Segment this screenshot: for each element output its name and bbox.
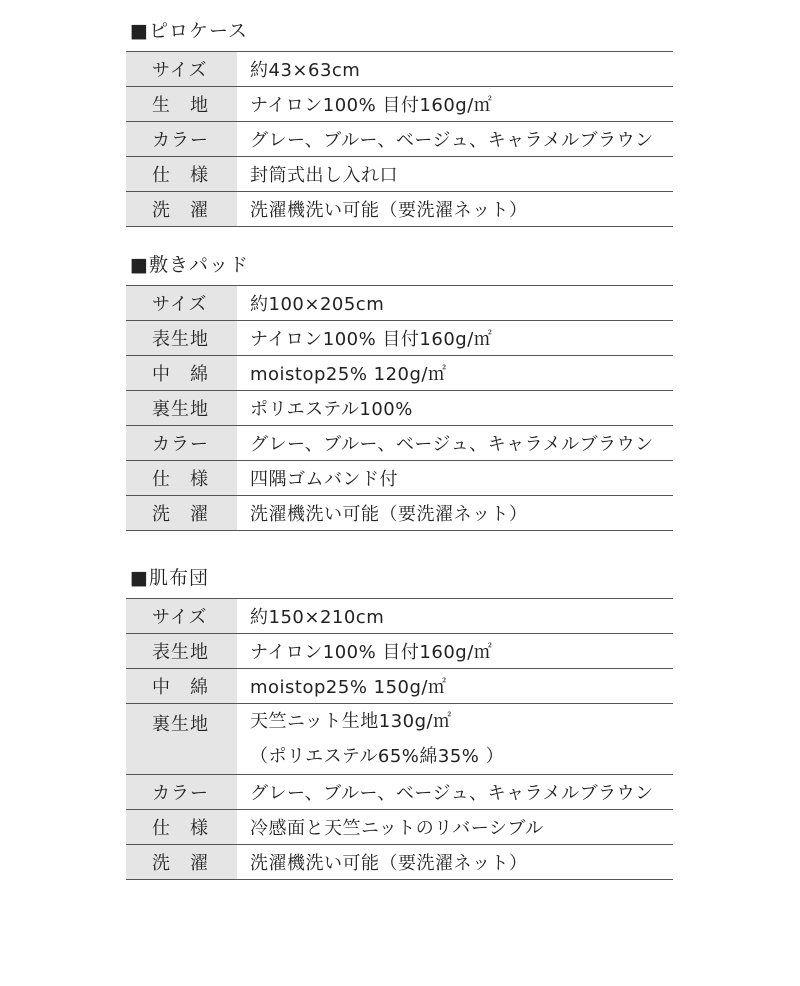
row-value: 洗濯機洗い可能（要洗濯ネット） [237, 845, 673, 880]
row-label: 表生地 [126, 634, 237, 669]
table-row [126, 669, 673, 704]
row-label: 表生地 [126, 321, 237, 356]
row-value: ナイロン100% 目付160g/㎡ [237, 634, 673, 669]
table-row [126, 122, 673, 157]
row-label: カラー [126, 775, 237, 810]
row-value: 洗濯機洗い可能（要洗濯ネット） [237, 192, 673, 227]
table-row [126, 87, 673, 122]
row-label: 生 地 [126, 87, 237, 122]
table-row [126, 391, 673, 426]
row-label: 裏生地 [126, 391, 237, 426]
row-label: サイズ [126, 286, 237, 321]
spec-table [126, 51, 673, 227]
spec-table [126, 285, 673, 531]
row-label: カラー [126, 426, 237, 461]
row-value [237, 704, 673, 775]
row-value: 冷感面と天竺ニットのリバーシブル [237, 810, 673, 845]
row-value: グレー、ブルー、ベージュ、キャラメルブラウン [237, 122, 673, 157]
row-value: 約100×205cm [237, 286, 673, 321]
table-row [126, 157, 673, 192]
row-value-line1: 天竺ニット生地130g/㎡ [250, 711, 452, 732]
table-row [126, 192, 673, 227]
table-row [126, 704, 673, 775]
row-label: 洗 濯 [126, 845, 237, 880]
row-label: カラー [126, 122, 237, 157]
row-value: 約150×210cm [237, 599, 673, 634]
table-row [126, 775, 673, 810]
row-value: 洗濯機洗い可能（要洗濯ネット） [237, 496, 673, 531]
table-row [126, 356, 673, 391]
row-value: グレー、ブルー、ベージュ、キャラメルブラウン [237, 775, 673, 810]
table-row [126, 845, 673, 880]
table-row [126, 496, 673, 531]
row-value: ナイロン100% 目付160g/㎡ [237, 321, 673, 356]
row-label: 裏生地 [126, 704, 237, 775]
row-label: サイズ [126, 52, 237, 87]
row-value: 約43×63cm [237, 52, 673, 87]
row-label: 洗 濯 [126, 496, 237, 531]
row-value: 四隅ゴムバンド付 [237, 461, 673, 496]
spec-table [126, 598, 673, 880]
row-value: 封筒式出し入れ口 [237, 157, 673, 192]
row-label: 仕 様 [126, 810, 237, 845]
row-value: ポリエステル100% [237, 391, 673, 426]
section-pillowcase [126, 17, 673, 227]
table-row [126, 52, 673, 87]
row-value: ナイロン100% 目付160g/㎡ [237, 87, 673, 122]
row-label: 仕 様 [126, 157, 237, 192]
table-row [126, 461, 673, 496]
section-comforter [126, 564, 673, 880]
row-value-line2: （ポリエステル65%綿35% ） [250, 746, 505, 767]
row-value: moistop25% 120g/㎡ [237, 356, 673, 391]
row-value: グレー、ブルー、ベージュ、キャラメルブラウン [237, 426, 673, 461]
row-label: サイズ [126, 599, 237, 634]
section-title: ■ピロケース [130, 20, 249, 42]
row-label: 中 綿 [126, 669, 237, 704]
section-title: ■敷きパッド [130, 254, 249, 276]
table-row [126, 426, 673, 461]
table-row [126, 321, 673, 356]
table-row [126, 286, 673, 321]
section-bedpad [126, 251, 673, 531]
table-row [126, 599, 673, 634]
row-value: moistop25% 150g/㎡ [237, 669, 673, 704]
table-row [126, 810, 673, 845]
row-label: 仕 様 [126, 461, 237, 496]
row-label: 洗 濯 [126, 192, 237, 227]
row-label: 中 綿 [126, 356, 237, 391]
table-row [126, 634, 673, 669]
section-title: ■肌布団 [130, 567, 209, 589]
